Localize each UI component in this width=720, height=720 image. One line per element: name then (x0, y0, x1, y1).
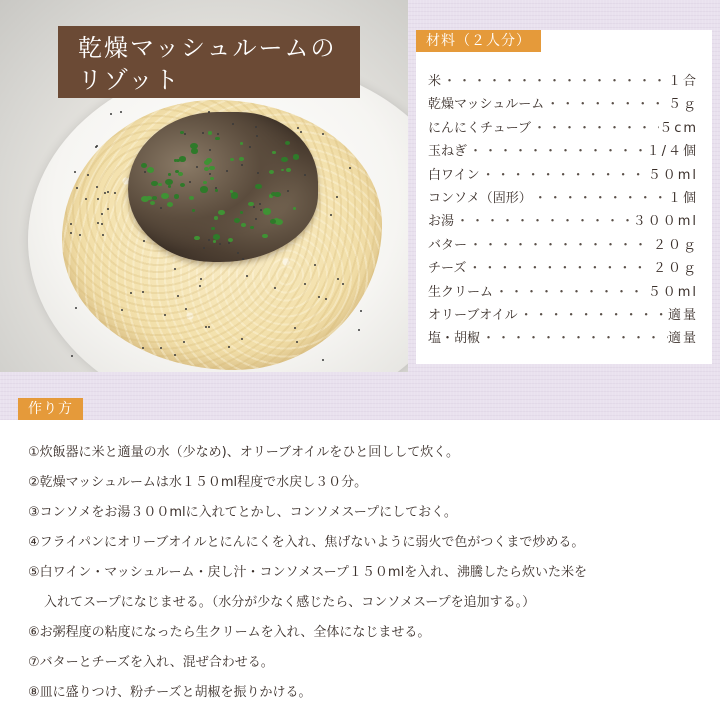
pepper-speck (256, 135, 258, 137)
ingredient-row (428, 257, 698, 280)
method-heading: 作り方 (18, 398, 83, 420)
parsley-fleck (168, 185, 171, 187)
leader-dots (480, 164, 648, 187)
parsley-fleck (174, 159, 177, 162)
leader-dots (467, 234, 653, 257)
ingredient-name: コンソメ（固形） (428, 190, 532, 206)
parsley-fleck (168, 173, 172, 176)
pepper-speck (184, 133, 186, 135)
parsley-fleck (234, 218, 240, 223)
ingredient-amount: ２０ｇ (652, 261, 698, 277)
ingredient-amount: １/４個 (646, 144, 698, 160)
pepper-speck (242, 258, 244, 260)
parsley-fleck (161, 193, 169, 199)
ingredient-row (428, 70, 698, 93)
pepper-speck (79, 234, 81, 236)
pepper-speck (70, 223, 72, 225)
pepper-speck (107, 208, 109, 210)
pepper-speck (97, 198, 99, 200)
pepper-speck (297, 127, 299, 129)
parsley-fleck (209, 166, 214, 170)
parsley-fleck (141, 196, 148, 202)
ingredient-row (428, 210, 698, 233)
parsley-fleck (158, 183, 162, 186)
ingredient-name: 白ワイン (428, 167, 480, 183)
pepper-speck (205, 326, 207, 328)
ingredient-name: 玉ねぎ (428, 144, 468, 160)
parsley-fleck (262, 234, 267, 238)
ingredient-row (428, 140, 698, 163)
ingredient-row (428, 281, 698, 304)
ingredient-amount: ５０ml (647, 167, 698, 183)
pepper-speck (185, 308, 187, 310)
parsley-fleck (293, 154, 300, 159)
parsley-fleck (285, 141, 290, 145)
parsley-fleck (203, 181, 207, 185)
ingredients-list (428, 70, 698, 351)
leader-dots (480, 327, 668, 350)
parsley-fleck (179, 156, 186, 161)
pepper-speck (95, 146, 97, 148)
ingredient-name: 乾燥マッシュルーム (428, 97, 545, 113)
pepper-speck (75, 307, 77, 309)
step-2: ②乾燥マッシュルームは水１５０ml程度で水戻し３０分。 (28, 475, 368, 490)
pepper-speck (104, 192, 106, 194)
ingredient-row (428, 93, 698, 116)
step-4: ④フライパンにオリーブオイルとにんにくを入れ、焦げないように弱火で色がつくまで炒める。 (28, 535, 585, 550)
parsley-fleck (231, 192, 239, 198)
parsley-fleck (180, 183, 185, 187)
step-8: ⑧皿に盛りつけ、粉チーズと胡椒を振りかける。 (28, 685, 312, 700)
ingredient-name: バター (428, 237, 468, 253)
pepper-speck (358, 329, 360, 331)
pepper-speck (330, 214, 332, 216)
parsley-fleck (151, 181, 158, 187)
pepper-speck (318, 296, 320, 298)
parsley-fleck (147, 167, 154, 173)
ingredient-name: 生クリーム (428, 284, 494, 300)
ingredient-row (428, 164, 698, 187)
leader-dots (518, 304, 668, 327)
parsley-fleck (230, 158, 234, 161)
pepper-speck (360, 310, 362, 312)
parsley-fleck (293, 207, 296, 210)
ingredient-row (428, 327, 698, 350)
pepper-speck (209, 149, 211, 151)
ingredient-name: オリーブオイル (428, 307, 518, 323)
ingredient-amount: １合 (667, 74, 698, 89)
pepper-speck (228, 242, 230, 244)
pepper-speck (120, 111, 122, 113)
pepper-speck (255, 218, 257, 220)
pepper-speck (259, 203, 261, 205)
pepper-speck (249, 146, 251, 148)
parsley-fleck (241, 223, 246, 227)
parsley-fleck (263, 208, 271, 214)
parsley-fleck (200, 186, 208, 192)
ingredient-name: チーズ (428, 261, 467, 277)
ingredient-row (428, 234, 698, 257)
leader-dots (493, 281, 648, 304)
ingredient-row (428, 117, 698, 140)
ingredient-name: 米 (428, 74, 442, 89)
ingredient-amount: ５ｇ (667, 97, 698, 113)
leader-dots (531, 117, 659, 140)
leader-dots (532, 187, 668, 210)
pepper-speck (101, 213, 103, 215)
parsley-fleck (213, 234, 220, 240)
leader-dots (467, 140, 647, 163)
pepper-speck (70, 232, 72, 234)
leader-dots (544, 93, 668, 116)
ingredient-amount: ３００ml (632, 214, 698, 230)
pepper-speck (71, 355, 73, 357)
parsley-fleck (174, 194, 180, 199)
ingredient-name: 塩・胡椒 (428, 331, 481, 347)
parsley-fleck (152, 196, 157, 200)
step-5: ⑤白ワイン・マッシュルーム・戻し汁・コンソメスープ１５０mlを入れ、沸騰したら炊いた米を (28, 565, 587, 580)
ingredient-amount: ２０ｇ (652, 237, 698, 253)
ingredient-amount: 適量 (667, 331, 698, 347)
parsley-fleck (272, 151, 275, 154)
step-1: ①炊飯器に米と適量の水（少なめ)、オリーブオイルをひと回しして炊く。 (28, 445, 460, 460)
pepper-speck (164, 314, 166, 316)
leader-dots (454, 210, 633, 233)
leader-dots (466, 257, 653, 280)
parsley-fleck (211, 227, 215, 230)
pepper-speck (121, 309, 123, 311)
ingredient-row (428, 304, 698, 327)
title-line-2: リゾット (78, 66, 181, 94)
ingredient-amount: ５cm (659, 120, 698, 136)
parsley-fleck (204, 160, 210, 165)
ingredients-heading: 材料（２人分） (416, 30, 541, 52)
step-5-continued: 入れてスープになじませる。（水分が少なく感じたら、コンソメスープを追加する。） (44, 595, 536, 610)
pepper-speck (241, 164, 243, 166)
parsley-fleck (255, 184, 262, 189)
method-steps (28, 438, 708, 708)
step-7: ⑦バターとチーズを入れ、混ぜ合わせる。 (28, 655, 274, 670)
step-3: ③コンソメをお湯３００mlに入れてとかし、コンソメスープにしておく。 (28, 505, 457, 520)
parsley-fleck (191, 148, 198, 153)
pepper-speck (342, 283, 344, 285)
pepper-speck (226, 170, 228, 172)
ingredient-amount: １個 (667, 190, 698, 206)
step-6: ⑥お粥程度の粘度になったら生クリームを入れ、全体になじませる。 (28, 625, 431, 640)
parsley-fleck (281, 157, 288, 163)
parsley-fleck (141, 163, 147, 168)
parsley-fleck (239, 157, 244, 161)
pepper-speck (257, 172, 259, 174)
ingredient-name: にんにくチューブ (428, 120, 531, 136)
ingredients-panel (416, 30, 712, 364)
pepper-speck (200, 278, 202, 280)
ingredient-amount: ５０ml (647, 284, 698, 300)
recipe-title (58, 26, 360, 98)
ingredient-amount: 適量 (667, 307, 698, 323)
pepper-speck (255, 126, 257, 128)
pepper-speck (300, 131, 302, 133)
pepper-speck (174, 268, 176, 270)
pepper-speck (208, 111, 210, 113)
ingredient-row (428, 187, 698, 210)
pepper-speck (160, 347, 162, 349)
parsley-fleck (215, 137, 219, 140)
pepper-speck (237, 252, 239, 254)
pepper-speck (199, 285, 201, 287)
pepper-speck (325, 298, 327, 300)
leader-dots (441, 70, 668, 93)
pepper-speck (142, 291, 144, 293)
ingredient-name: お湯 (428, 214, 455, 230)
mushroom-topping (128, 112, 318, 262)
title-line-1: 乾燥マッシュルームの (78, 34, 337, 62)
